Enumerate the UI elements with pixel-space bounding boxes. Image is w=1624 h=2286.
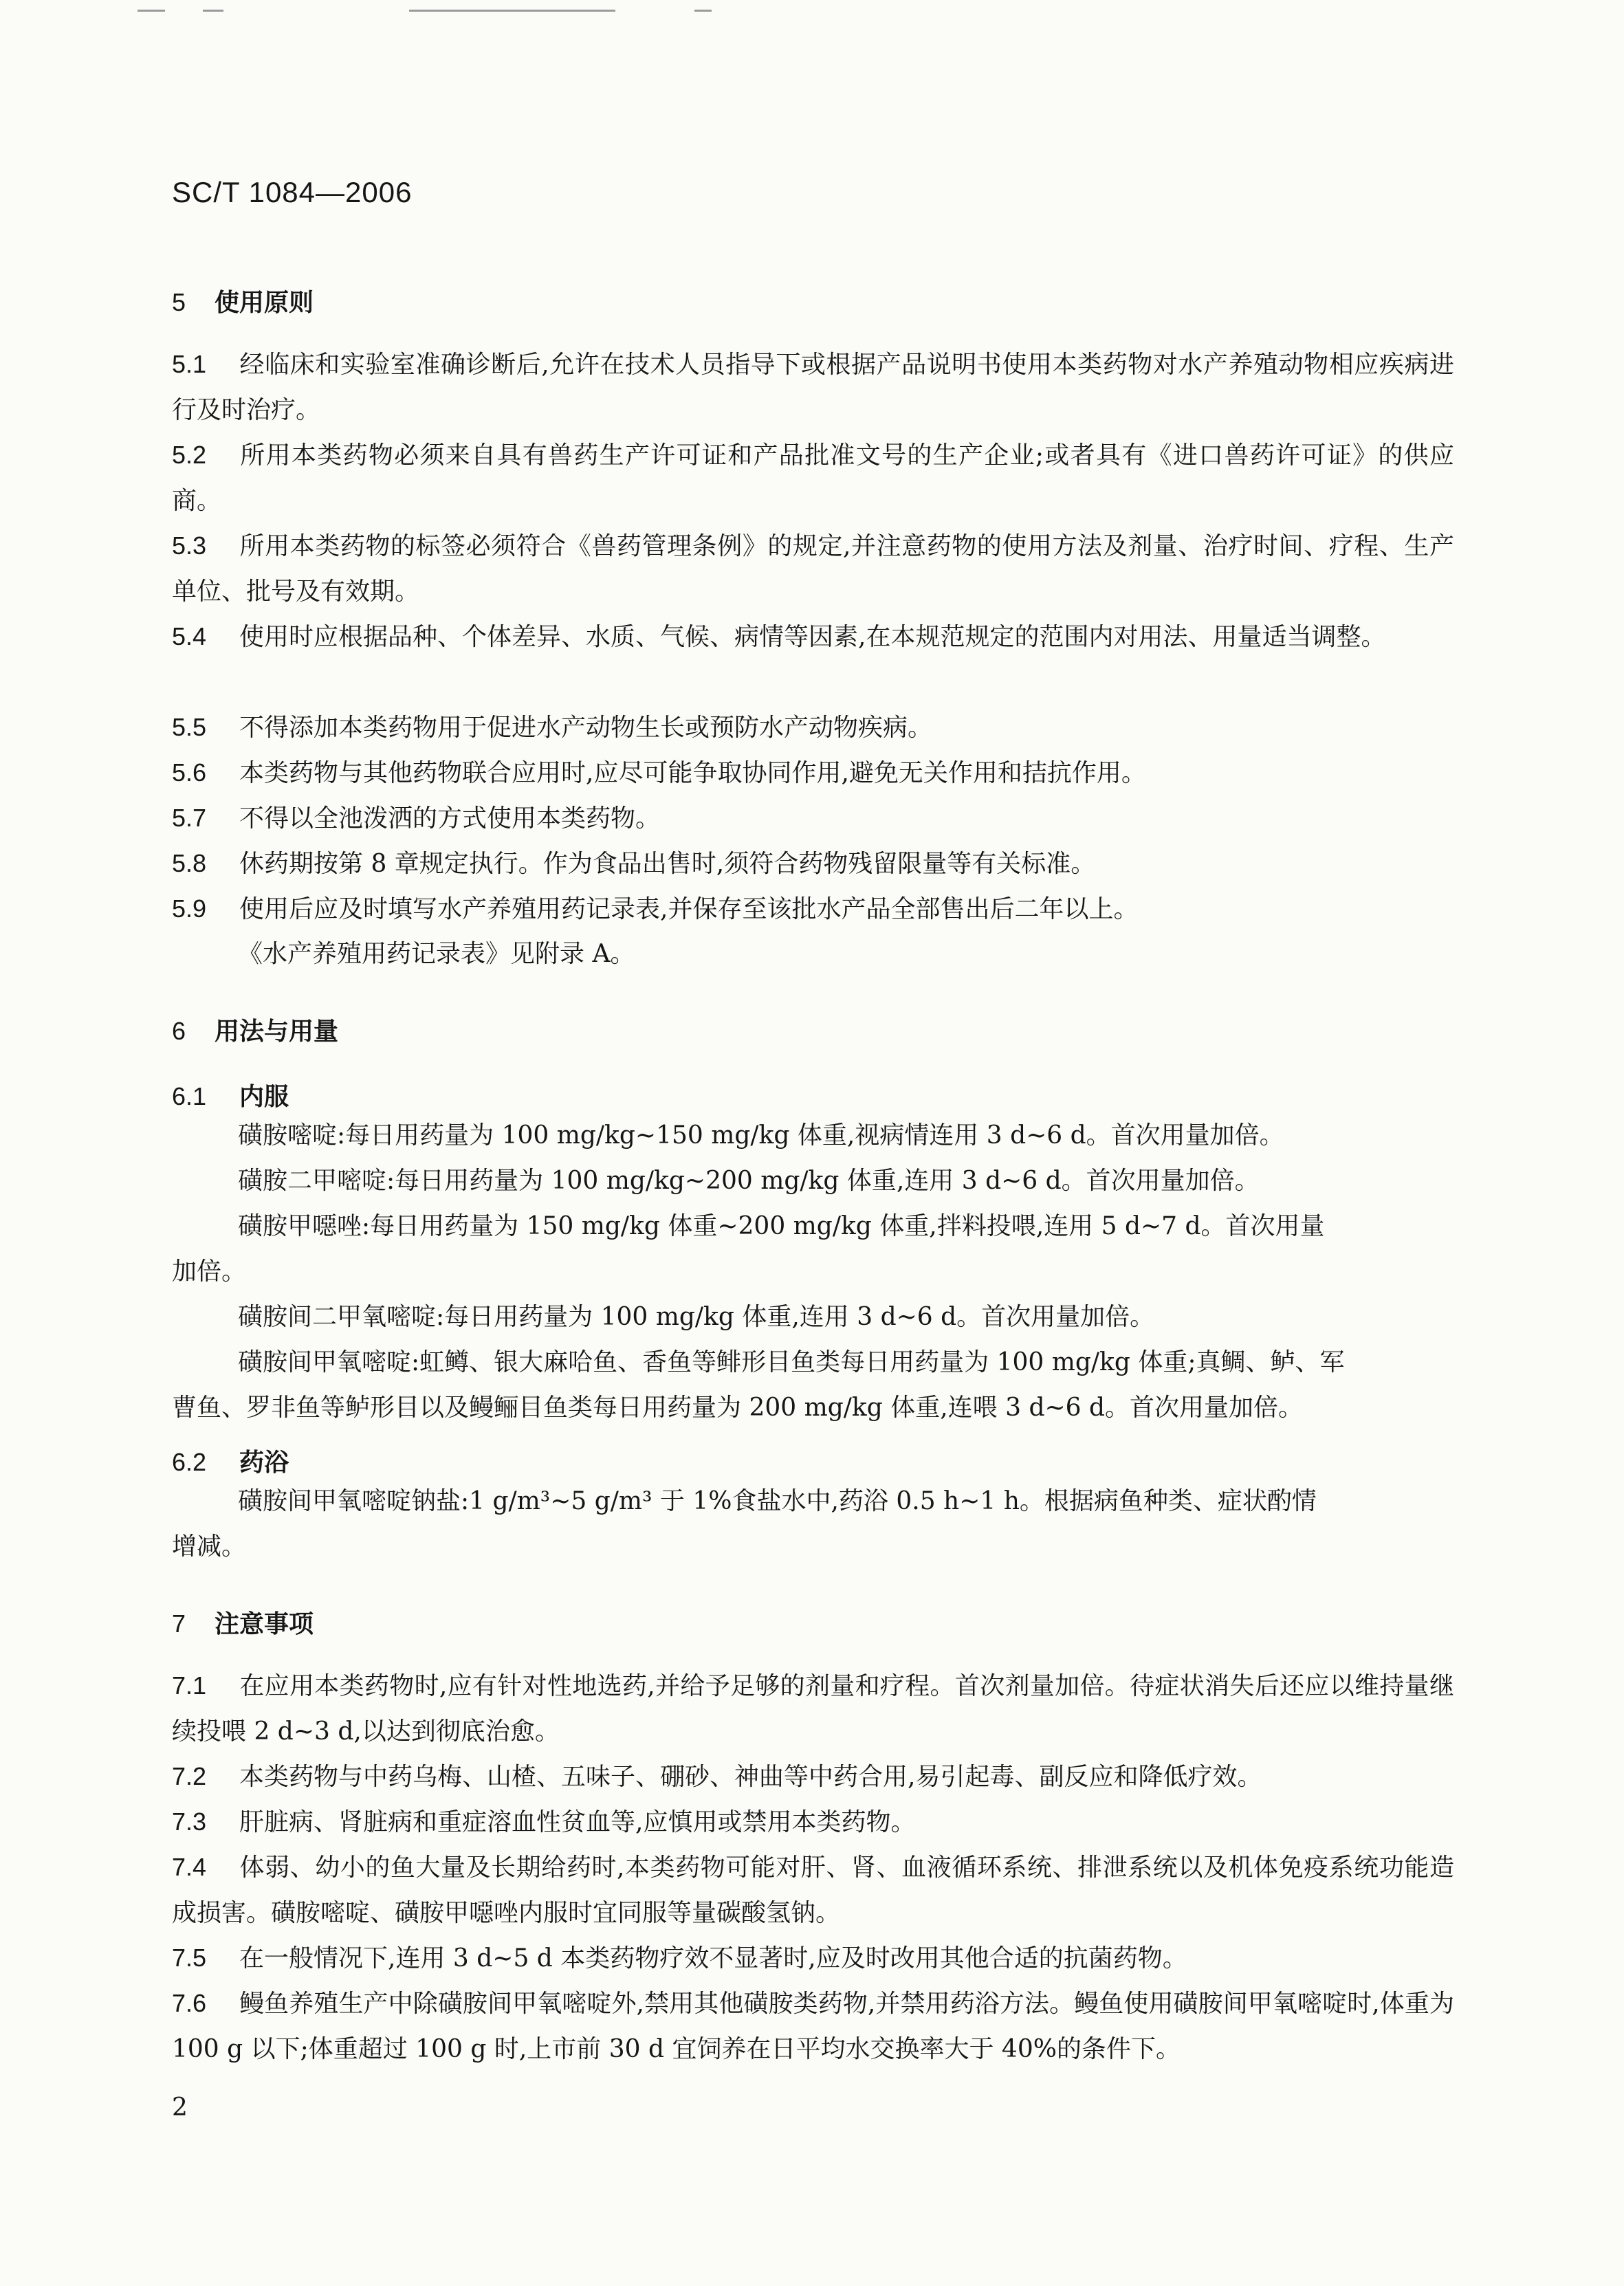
- scan-artifact: [409, 10, 615, 12]
- scan-artifact: [694, 10, 712, 12]
- standard-code: SC/T 1084—2006: [172, 176, 413, 208]
- appendix-note: 《水产养殖用药记录表》见附录 A。: [238, 940, 635, 968]
- clause-5-6: 5.6 本类药物与其他药物联合应用时,应尽可能争取协同作用,避免无关作用和拮抗作用。: [172, 758, 1146, 787]
- bath-line-2: 增减。: [172, 1532, 247, 1561]
- clause-5-8: 5.8 休药期按第 8 章规定执行。作为食品出售时,须符合药物残留限量等有关标准。: [172, 849, 1096, 878]
- bath-line-1: 磺胺间甲氧嘧啶钠盐:1 g/m³~5 g/m³ 于 1%食盐水中,药浴 0.5 h~1 h。根据病鱼种类、症状酌情: [238, 1487, 1317, 1515]
- oral-line-4: 加倍。: [172, 1257, 247, 1286]
- clause-7-1: 7.1 在应用本类药物时,应有针对性地选药,并给予足够的剂量和疗程。首次剂量加倍。待症状消失后还应以维持量继续投喂 2 d~3 d,以达到彻底治愈。: [172, 1671, 1454, 1746]
- section-7-heading: 7 注意事项: [172, 1609, 314, 1638]
- oral-line-2: 磺胺二甲嘧啶:每日用药量为 100 mg/kg~200 mg/kg 体重,连用 3 d~6 d。首次用量加倍。: [238, 1167, 1260, 1195]
- clause-5-4: 5.4 使用时应根据品种、个体差异、水质、气候、病情等因素,在本规范规定的范围内对用法、用量适当调整。: [172, 622, 1386, 651]
- oral-line-3: 磺胺甲噁唑:每日用药量为 150 mg/kg 体重~200 mg/kg 体重,拌料投喂,连用 5 d~7 d。首次用量: [238, 1212, 1325, 1240]
- clause-5-3: 5.3 所用本类药物的标签必须符合《兽药管理条例》的规定,并注意药物的使用方法及剂量、治疗时间、疗程、生产单位、批号及有效期。: [172, 531, 1454, 606]
- clause-5-5: 5.5 不得添加本类药物用于促进水产动物生长或预防水产动物疾病。: [172, 713, 933, 742]
- scan-artifact: [138, 10, 165, 12]
- subsection-6-1-heading: 6.1 内服: [172, 1082, 289, 1111]
- clause-5-2: 5.2 所用本类药物必须来自具有兽药生产许可证和产品批准文号的生产企业;或者具有《进口兽药许可证》的供应商。: [172, 441, 1454, 515]
- subsection-6-2-heading: 6.2 药浴: [172, 1448, 289, 1477]
- oral-line-7: 曹鱼、罗非鱼等鲈形目以及鳗鲡目鱼类每日用药量为 200 mg/kg 体重,连喂 3 d~6 d。首次用量加倍。: [172, 1394, 1304, 1422]
- oral-line-1: 磺胺嘧啶:每日用药量为 100 mg/kg~150 mg/kg 体重,视病情连用 3 d~6 d。首次用量加倍。: [238, 1121, 1284, 1150]
- clause-7-5: 7.5 在一般情况下,连用 3 d~5 d 本类药物疗效不显著时,应及时改用其他合适的抗菌药物。: [172, 1944, 1187, 1972]
- clause-7-3: 7.3 肝脏病、肾脏病和重症溶血性贫血等,应慎用或禁用本类药物。: [172, 1807, 916, 1836]
- scan-artifact: [203, 10, 223, 12]
- clause-5-1: 5.1 经临床和实验室准确诊断后,允许在技术人员指导下或根据产品说明书使用本类药物对水产养殖动物相应疾病进行及时治疗。: [172, 350, 1454, 424]
- clause-7-6: 7.6 鳗鱼养殖生产中除磺胺间甲氧嘧啶外,禁用其他磺胺类药物,并禁用药浴方法。鳗鱼使用磺胺间甲氧嘧啶时,体重为 100 g 以下;体重超过 100 g 时,上市前 30 d 宜饲养在日平均水交换率大于 40%的条件下。: [172, 1989, 1454, 2063]
- page-number: 2: [172, 2093, 188, 2122]
- clause-5-9: 5.9 使用后应及时填写水产养殖用药记录表,并保存至该批水产品全部售出后二年以上。: [172, 894, 1139, 923]
- clause-7-2: 7.2 本类药物与中药乌梅、山楂、五味子、硼砂、神曲等中药合用,易引起毒、副反应和降低疗效。: [172, 1762, 1262, 1791]
- clause-5-7: 5.7 不得以全池泼洒的方式使用本类药物。: [172, 804, 661, 833]
- oral-line-5: 磺胺间二甲氧嘧啶:每日用药量为 100 mg/kg 体重,连用 3 d~6 d。首次用量加倍。: [238, 1303, 1155, 1331]
- oral-line-6: 磺胺间甲氧嘧啶:虹鳟、银大麻哈鱼、香鱼等鲱形目鱼类每日用药量为 100 mg/kg 体重;真鲷、鲈、军: [238, 1348, 1345, 1376]
- section-6-heading: 6 用法与用量: [172, 1017, 339, 1046]
- clause-7-4: 7.4 体弱、幼小的鱼大量及长期给药时,本类药物可能对肝、肾、血液循环系统、排泄系统以及机体免疫系统功能造成损害。磺胺嘧啶、磺胺甲噁唑内服时宜同服等量碳酸氢钠。: [172, 1853, 1454, 1927]
- section-5-heading: 5 使用原则: [172, 288, 314, 317]
